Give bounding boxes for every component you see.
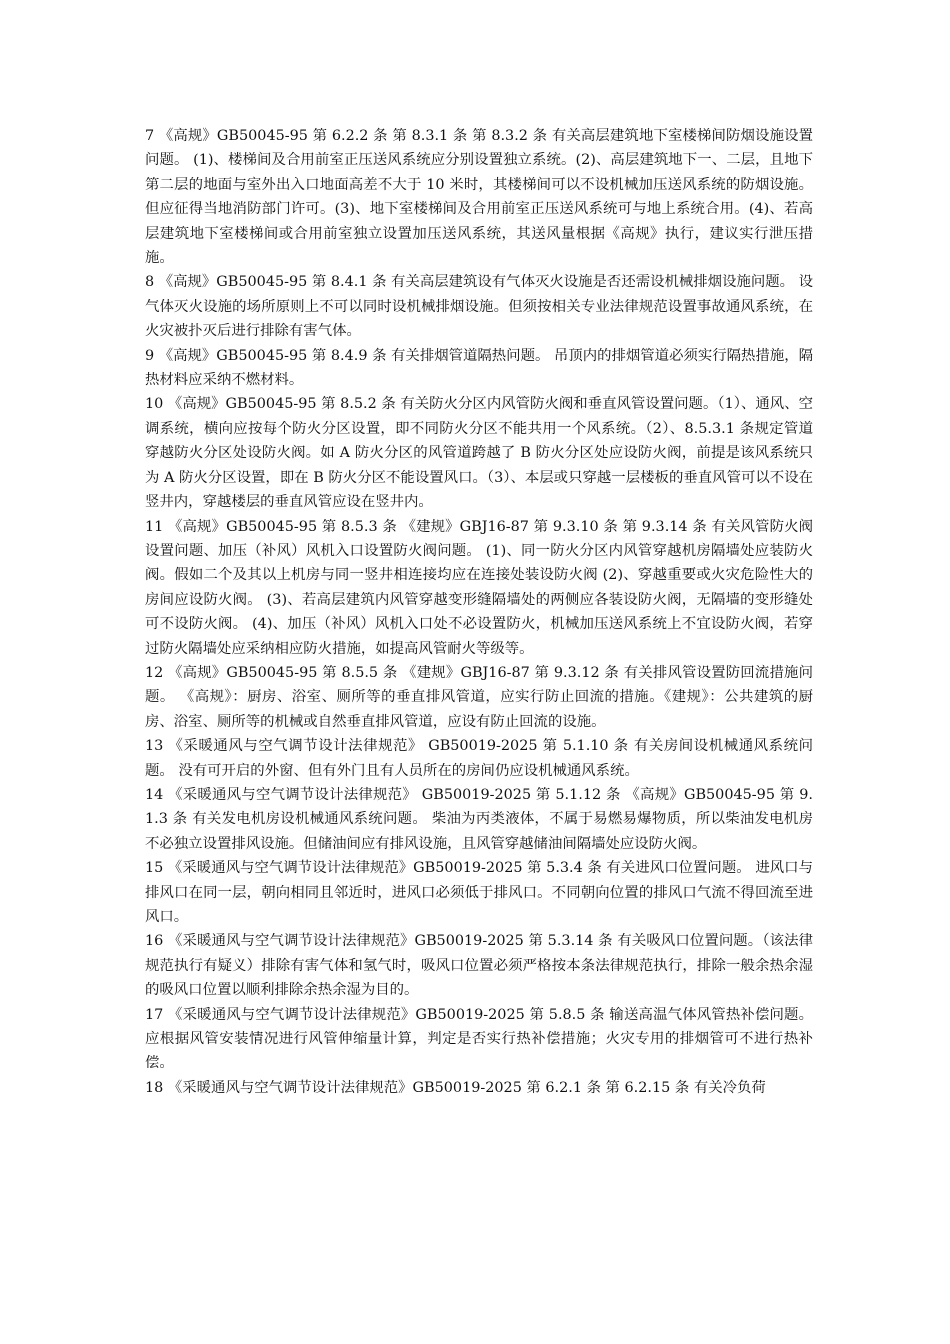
paragraph-item-17: 17 《采暖通风与空气调节设计法律规范》GB50019-2025 第 5.8.5 条 输送高温气体风管热补偿问题。 应根据风管安装情况进行风管伸缩量计算，判定是否实行热补偿措施；火灾专用的排烟管可不进行热补偿。 — [145, 1006, 813, 1072]
paragraph-item-11: 11 《高规》GB50045-95 第 8.5.3 条 《建规》GBJ16-87 第 9.3.10 条 第 9.3.14 条 有关风管防火阀设置问题、加压（补风）风机入口设置防火阀问题。 (1)、同一防火分区内风管穿越机房隔墙处应装防火阀。假如二个及其以上机房与同一竖井相连接均应在连接处装设防火阀 (2)、穿越重要或火灾危险性大的房间应设防火阀。 (3)、若高层建筑内风管穿越变形缝隔墙处的两侧应各装设防火阀，无隔墙的变形缝处可不设防火阀。 (4)、加压（补风）风机入口处不必设置防火，机械加压送风系统上不宜设防火阀，若穿过防火隔墙处应采纳相应防火措施，如提高风管耐火等级等。 — [145, 518, 813, 657]
paragraph-item-13: 13 《采暖通风与空气调节设计法律规范》 GB50019-2025 第 5.1.10 条 有关房间设机械通风系统问题。 没有可开启的外窗、但有外门且有人员所在的房间仍应设机械通风系统。 — [145, 738, 813, 779]
paragraph-item-8: 8 《高规》GB50045-95 第 8.4.1 条 有关高层建筑设有气体灭火设施是否还需设机械排烟设施问题。 设气体灭火设施的场所原则上不可以同时设机械排烟设施。但须按相关专业法律规范设置事故通风系统，在火灾被扑灭后进行排除有害气体。 — [145, 274, 813, 340]
document-body — [145, 124, 813, 1100]
paragraph-item-16: 16 《采暖通风与空气调节设计法律规范》GB50019-2025 第 5.3.14 条 有关吸风口位置问题。（该法律规范执行有疑义）排除有害气体和氢气时，吸风口位置必须严格按本条法律规范执行，排除一般余热余湿的吸风口位置以顺利排除余热余湿为目的。 — [145, 933, 813, 999]
paragraph-item-12: 12 《高规》GB50045-95 第 8.5.5 条 《建规》GBJ16-87 第 9.3.12 条 有关排风管设置防回流措施问题。 《高规》：厨房、浴室、厕所等的垂直排风管道，应实行防止回流的措施。《建规》：公共建筑的厨房、浴室、厕所等的机械或自然垂直排风管道，应设有防止回流的设施。 — [145, 664, 813, 730]
paragraph-item-14: 14 《采暖通风与空气调节设计法律规范》 GB50019-2025 第 5.1.12 条 《高规》GB50045-95 第 9.1.3 条 有关发电机房设机械通风系统问题。 柴油为丙类液体，不属于易燃易爆物质，所以柴油发电机房不必独立设置排风设施。但储油间应有排风设施，且风管穿越储油间隔墙处应设防火阀。 — [145, 786, 813, 852]
paragraph-item-15: 15 《采暖通风与空气调节设计法律规范》GB50019-2025 第 5.3.4 条 有关进风口位置问题。 进风口与排风口在同一层，朝向相同且邻近时，进风口必须低于排风口。不同朝向位置的排风口气流不得回流至进风口。 — [145, 860, 813, 925]
paragraph-item-10: 10 《高规》GB50045-95 第 8.5.2 条 有关防火分区内风管防火阀和垂直风管设置问题。（1）、通风、空调系统，横向应按每个防火分区设置，即不同防火分区不能共用一个风系统。（2）、8.5.3.1 条规定管道穿越防火分区处设防火阀。如 A 防火分区的风管道跨越了 B 防火分区处应设防火阀，前提是该风系统只为 A 防火分区设置，即在 B 防火分区不能设置风口。（3）、本层或只穿越一层楼板的垂直风管可以不设在竖井内，穿越楼层的垂直风管应设在竖井内。 — [145, 396, 813, 511]
paragraph-item-9: 9 《高规》GB50045-95 第 8.4.9 条 有关排烟管道隔热问题。 吊顶内的排烟管道必须实行隔热措施，隔热材料应采纳不燃材料。 — [145, 347, 813, 389]
paragraph-item-7: 7 《高规》GB50045-95 第 6.2.2 条 第 8.3.1 条 第 8.3.2 条 有关高层建筑地下室楼梯间防烟设施设置问题。 (1)、楼梯间及合用前室正压送风系统应分别设置独立系统。(2)、高层建筑地下一、二层，且地下第二层的地面与室外出入口地面高差不大于 10 米时，其楼梯间可以不设机械加压送风系统的防烟设施。但应征得当地消防部门许可。(3)、地下室楼梯间及合用前室正压送风系统可与地上系统合用。(4)、若高层建筑地下室楼梯间或合用前室独立设置加压送风系统，其送风量根据《高规》执行，建议实行泄压措施。 — [145, 128, 813, 267]
paragraph-item-18: 18 《采暖通风与空气调节设计法律规范》GB50019-2025 第 6.2.1 条 第 6.2.15 条 有关冷负荷 — [145, 1079, 766, 1096]
